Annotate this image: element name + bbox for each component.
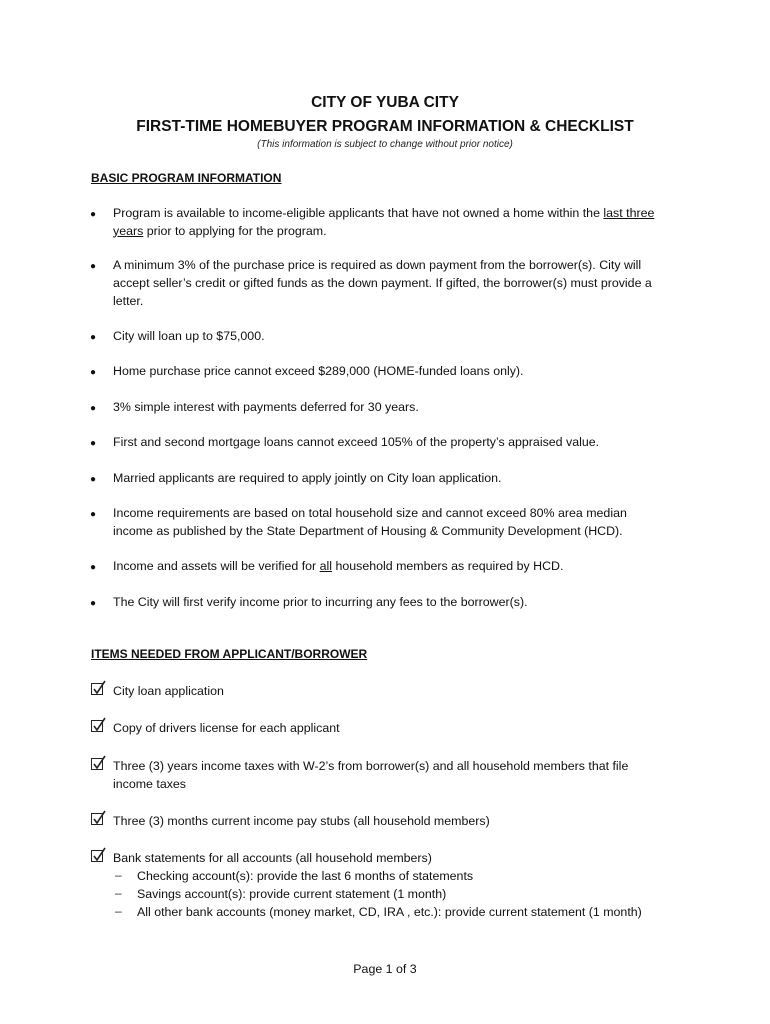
checkbox-checked-icon: [91, 813, 103, 825]
bullet-icon: ●: [90, 509, 97, 520]
checkbox-checked-icon: [91, 758, 103, 770]
checklist-item-loan-application: City loan application: [113, 684, 224, 698]
dash-icon: –: [115, 886, 122, 900]
checkbox-checked-icon: [91, 683, 103, 695]
bullet-item-loan-amount: City will loan up to $75,000.: [113, 329, 265, 343]
checklist-item-income-taxes: Three (3) years income taxes with W-2’s from borrower(s) and all household members that file income taxes: [113, 759, 629, 791]
city-title: CITY OF YUBA CITY: [311, 94, 459, 111]
section-heading-items-needed: ITEMS NEEDED FROM APPLICANT/BORROWER: [91, 647, 368, 661]
bullet-item-eligibility: Program is available to income-eligible applicants that have not owned a home within the last three years prior to applying for the program.: [113, 206, 655, 238]
subtitle-note: (This information is subject to change without prior notice): [257, 139, 513, 150]
checkbox-checked-icon: [91, 850, 103, 862]
bullet-icon: ●: [90, 403, 97, 414]
bullet-item-purchase-price: Home purchase price cannot exceed $289,000 (HOME-funded loans only).: [113, 364, 524, 378]
bullet-item-mortgage-limit: First and second mortgage loans cannot exceed 105% of the property’s appraised value.: [113, 435, 600, 449]
sub-item-savings: Savings account(s): provide current statement (1 month): [137, 887, 447, 901]
bullet-item-fees: The City will first verify income prior to incurring any fees to the borrower(s).: [113, 595, 528, 609]
checkbox-checked-icon: [91, 720, 103, 732]
page-number: Page 1 of 3: [353, 962, 417, 976]
bullet-item-interest: 3% simple interest with payments deferred for 30 years.: [113, 400, 419, 414]
document-title: FIRST-TIME HOMEBUYER PROGRAM INFORMATION & CHECKLIST: [136, 118, 634, 135]
bullet-icon: ●: [90, 562, 97, 573]
checklist-item-drivers-license: Copy of drivers license for each applicant: [113, 721, 340, 735]
bullet-icon: ●: [90, 332, 97, 343]
bullet-icon: ●: [90, 261, 97, 272]
sub-item-other-accounts: All other bank accounts (money market, CD, IRA , etc.): provide current statement (1 month): [137, 905, 642, 919]
bullet-item-verification: Income and assets will be verified for all household members as required by HCD.: [113, 559, 564, 573]
bullet-icon: ●: [90, 474, 97, 485]
dash-icon: –: [115, 904, 122, 918]
bullet-item-down-payment: A minimum 3% of the purchase price is required as down payment from the borrower(s). City will accept seller’s credit or gifted funds as the down payment. If gifted, the borrower(s) must provide a letter.: [113, 258, 652, 308]
bullet-icon: ●: [90, 209, 97, 220]
bullet-icon: ●: [90, 438, 97, 449]
section-heading-basic-info: BASIC PROGRAM INFORMATION: [91, 171, 282, 185]
dash-icon: –: [115, 868, 122, 882]
bullet-item-married-applicants: Married applicants are required to apply jointly on City loan application.: [113, 471, 502, 485]
checklist-item-bank-statements: Bank statements for all accounts (all household members): [113, 851, 432, 865]
bullet-icon: ●: [90, 598, 97, 609]
bullet-item-income-requirements: Income requirements are based on total household size and cannot exceed 80% area median income as published by the State Department of Housing & Community Development (HCD).: [113, 506, 627, 538]
checklist-item-pay-stubs: Three (3) months current income pay stubs (all household members): [113, 814, 490, 828]
sub-item-checking: Checking account(s): provide the last 6 months of statements: [137, 869, 474, 883]
bullet-icon: ●: [90, 367, 97, 378]
